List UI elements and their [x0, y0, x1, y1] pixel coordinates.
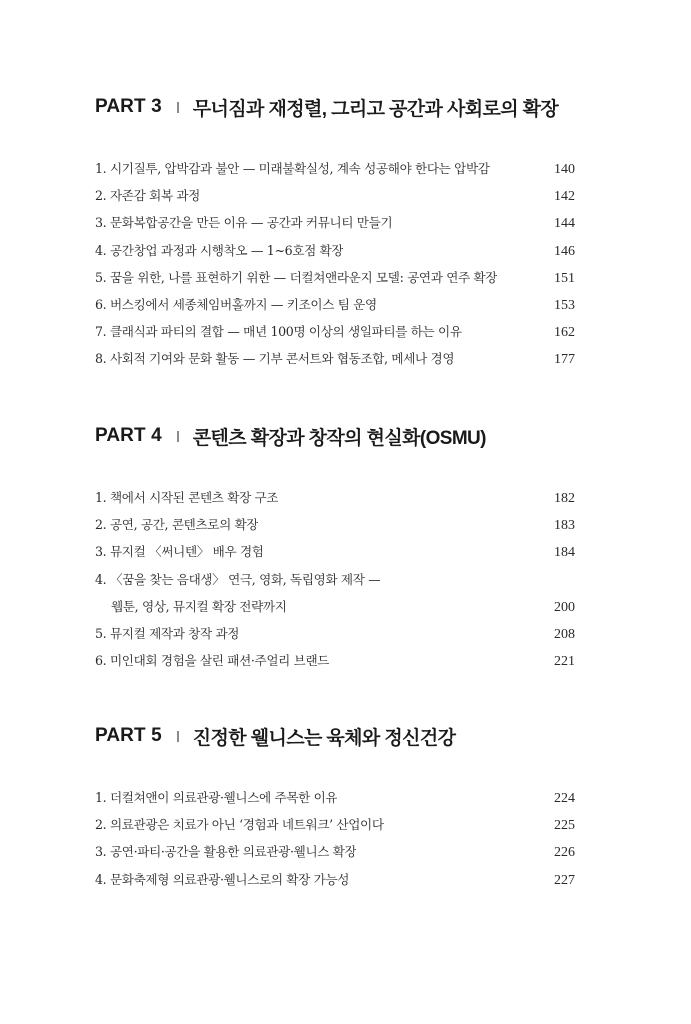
toc-entry-title: 5. 꿈을 위한, 나를 표현하기 위한 — 더컬쳐앤라운지 모델: 공연과 연주 확장 [95, 269, 498, 285]
toc-entry[interactable] [95, 650, 575, 677]
toc-entry-title: 1. 시기질투, 압박감과 불안 — 미래불확실성, 계속 성공해야 한다는 압박감 [95, 161, 490, 176]
toc-entry-title: 7. 클래식과 파티의 결합 — 매년 100명 이상의 생일파티를 하는 이유 [95, 324, 462, 340]
toc-entry-title: 1. 책에서 시작된 콘텐츠 확장 구조 [95, 490, 279, 505]
part-title: 콘텐츠 확장과 창작의 현실화(OSMU) [192, 427, 486, 449]
toc-entry-page: 183 [554, 518, 575, 534]
toc-entry-page: 140 [554, 162, 575, 177]
toc-entry[interactable] [95, 623, 575, 650]
toc-entry[interactable] [95, 514, 575, 541]
toc-entry-page: 200 [554, 599, 575, 615]
part-separator [177, 102, 179, 113]
toc-entry-list [95, 158, 575, 376]
part-title: 무너짐과 재정렬, 그리고 공간과 사회로의 확장 [192, 98, 559, 120]
toc-entry-title: 4. 문화축제형 의료관광·웰니스로의 확장 가능성 [95, 871, 350, 887]
part-header [95, 724, 575, 748]
toc-entry[interactable] [95, 240, 575, 267]
toc-entry-page: 226 [554, 845, 575, 861]
toc-entry[interactable] [95, 569, 575, 596]
toc-entry[interactable] [95, 267, 575, 294]
toc-entry-title: 3. 문화복합공간을 만든 이유 — 공간과 커뮤니티 만들기 [95, 215, 393, 231]
toc-entry-page: 142 [554, 189, 575, 205]
toc-entry-title: 6. 미인대회 경험을 살린 패션·주얼리 브랜드 [95, 653, 330, 669]
toc-entry[interactable] [95, 787, 575, 814]
toc-entry-page: 151 [554, 270, 575, 286]
toc-entry[interactable] [95, 294, 575, 321]
part-4-section [95, 424, 575, 670]
part-separator [177, 731, 179, 742]
part-5-section [95, 724, 575, 888]
toc-entry[interactable] [95, 487, 575, 514]
toc-entry-page: 227 [554, 872, 575, 888]
toc-entry[interactable] [95, 814, 575, 841]
part-header [95, 424, 575, 448]
toc-entry-title: 3. 뮤지컬 〈써니텐〉 배우 경험 [95, 544, 264, 560]
part-3-section [95, 95, 575, 368]
toc-entry-title: 4. 〈꿈을 찾는 음대생〉 연극, 영화, 독립영화 제작 — [95, 571, 381, 587]
toc-entry-title: 5. 뮤지컬 제작과 창작 과정 [95, 625, 240, 641]
toc-entry-list [95, 787, 575, 896]
toc-entry-title: 1. 더컬쳐앤이 의료관광·웰니스에 주목한 이유 [95, 790, 338, 805]
toc-entry[interactable] [95, 869, 575, 896]
part-label: PART 3 [95, 96, 162, 117]
part-header [95, 95, 575, 119]
toc-entry-title: 8. 사회적 기여와 문화 활동 — 기부 콘서트와 협동조합, 메세나 경영 [95, 351, 455, 367]
toc-entry-page: 208 [554, 626, 575, 642]
toc-entry[interactable] [95, 185, 575, 212]
toc-entry[interactable] [95, 158, 575, 185]
toc-entry-title: 웹툰, 영상, 뮤지컬 확장 전략까지 [111, 598, 287, 614]
part-label: PART 5 [95, 725, 162, 746]
toc-entry-page: 225 [554, 818, 575, 834]
toc-entry-title: 6. 버스킹에서 세종체임버홀까지 — 키조이스 팀 운영 [95, 296, 377, 312]
toc-entry-page: 184 [554, 545, 575, 561]
toc-entry[interactable] [95, 321, 575, 348]
toc-entry[interactable] [95, 841, 575, 868]
toc-entry[interactable] [95, 541, 575, 568]
toc-entry[interactable] [95, 212, 575, 239]
toc-entry-continuation[interactable] [95, 596, 575, 623]
toc-entry-page: 177 [554, 352, 575, 368]
part-separator [177, 431, 179, 442]
toc-entry-title: 2. 공연, 공간, 콘텐츠로의 확장 [95, 517, 259, 533]
toc-entry-title: 3. 공연·파티·공간을 활용한 의료관광·웰니스 확장 [95, 844, 357, 860]
part-label: PART 4 [95, 425, 162, 446]
toc-entry-page: 182 [554, 491, 575, 506]
toc-entry-page: 146 [554, 243, 575, 259]
toc-entry-title: 2. 의료관광은 치료가 아닌 ‘경험과 네트워크’ 산업이다 [95, 817, 384, 833]
toc-entry-list [95, 487, 575, 677]
part-title: 진정한 웰니스는 육체와 정신건강 [192, 727, 456, 749]
toc-entry-page: 221 [554, 654, 575, 670]
toc-entry-page: 153 [554, 297, 575, 313]
toc-entry-title: 4. 공간창업 과정과 시행착오 — 1~6호점 확장 [95, 242, 344, 258]
toc-entry-page: 224 [554, 791, 575, 806]
toc-entry[interactable] [95, 348, 575, 375]
toc-entry-page: 162 [554, 325, 575, 341]
toc-entry-title: 2. 자존감 회복 과정 [95, 188, 200, 204]
toc-entry-page: 144 [554, 216, 575, 232]
